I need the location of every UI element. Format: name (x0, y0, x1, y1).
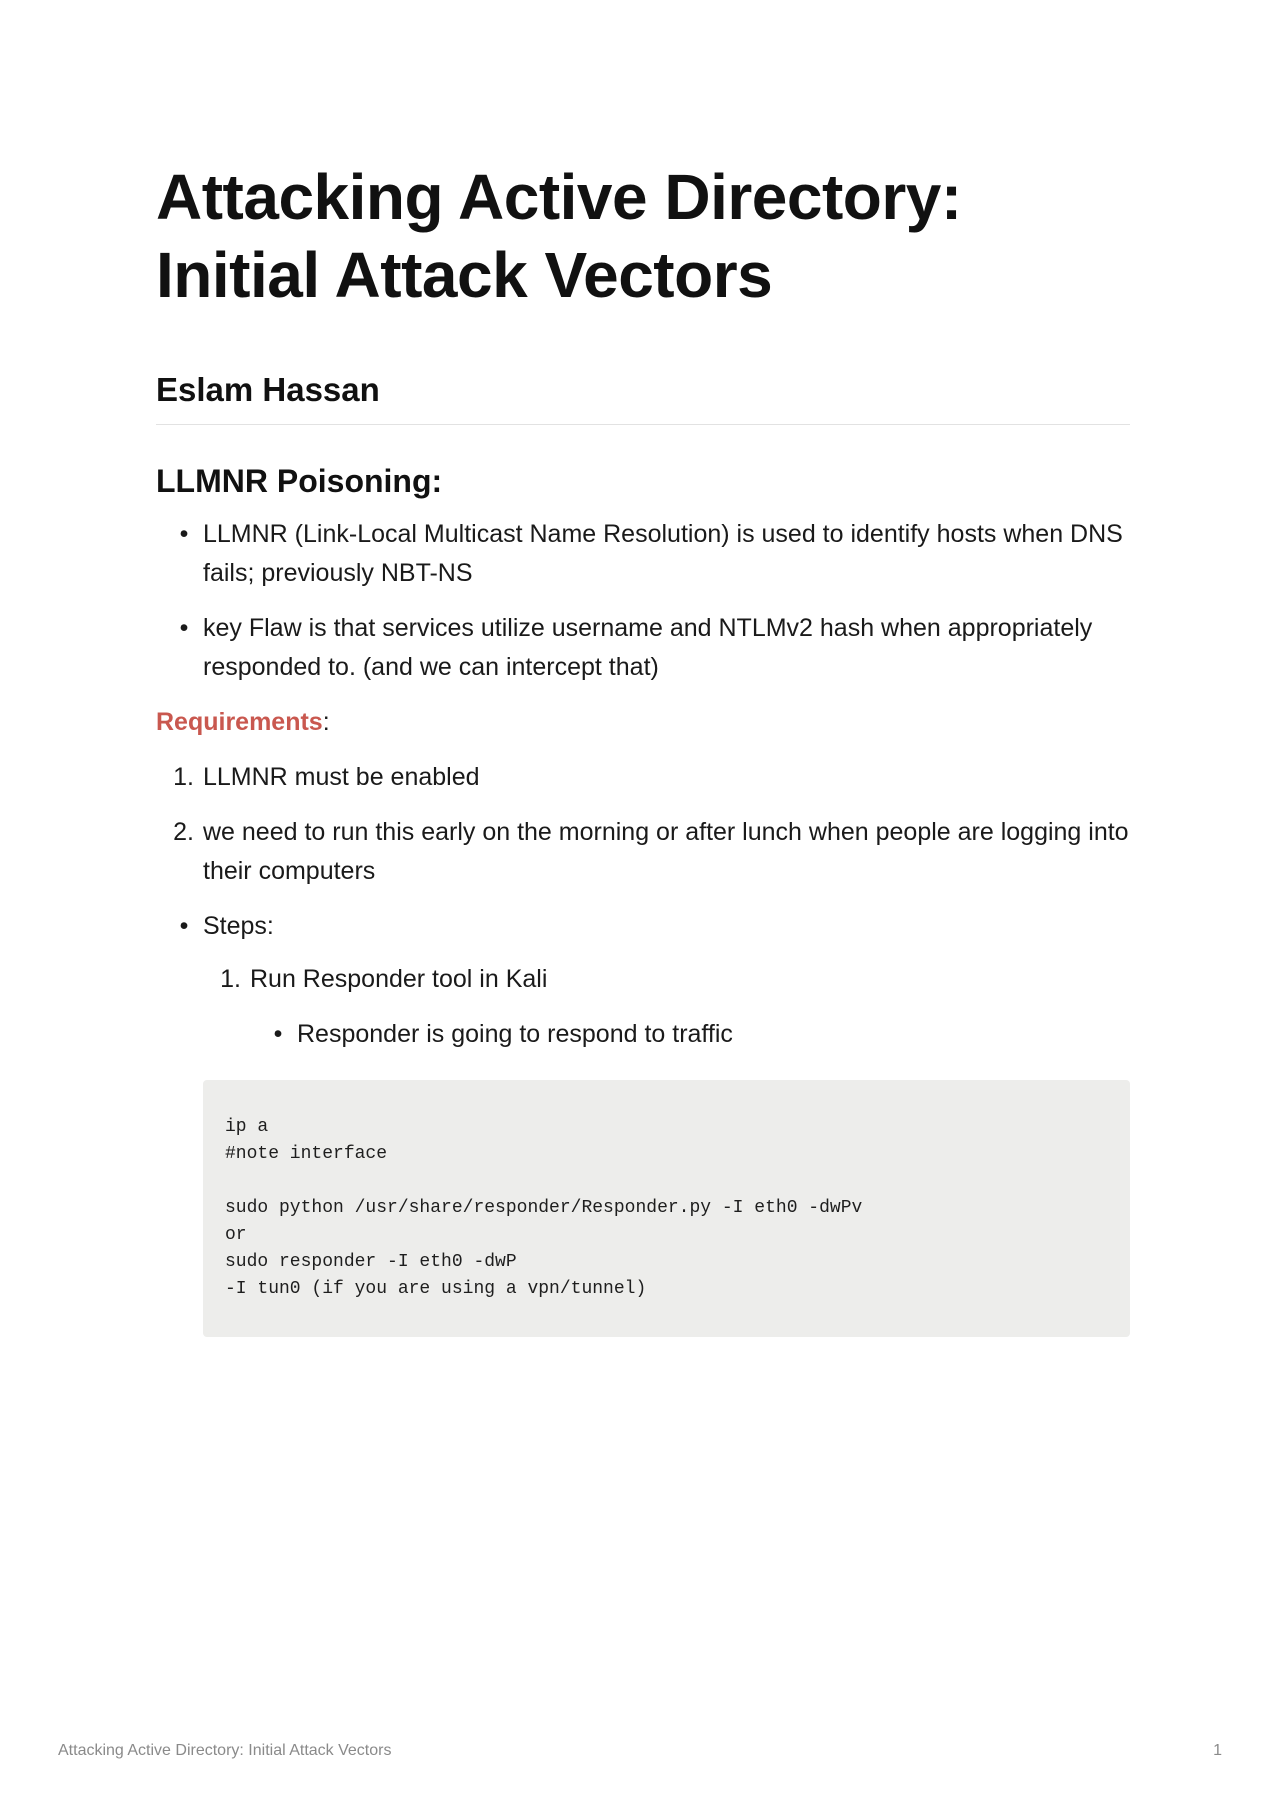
page-number: 1 (1213, 1742, 1222, 1759)
list-item (156, 609, 1130, 687)
step-note-list (203, 1015, 1130, 1054)
bullet-text: key Flaw is that services utilize username and NTLMv2 hash when appropriately responded to. (and we can intercept that) (203, 614, 1093, 681)
list-item (250, 1015, 1130, 1054)
steps-numbered-list (203, 960, 1130, 999)
list-number: 1. (173, 763, 194, 791)
author-name: Eslam Hassan (156, 370, 1130, 425)
requirements-colon: : (322, 708, 330, 736)
title-line-1: Attacking Active Directory: (156, 161, 962, 233)
list-number: 2. (173, 818, 194, 846)
bullet-icon: • (179, 614, 189, 642)
list-item (156, 813, 1130, 891)
bullet-icon: • (273, 1020, 283, 1048)
title-line-2: Initial Attack Vectors (156, 239, 773, 311)
page-content (156, 158, 1130, 1337)
step-note-text: Responder is going to respond to traffic (297, 1020, 733, 1048)
bullet-icon: • (179, 520, 189, 548)
footer-title: Attacking Active Directory: Initial Attack Vectors (58, 1742, 392, 1759)
intro-bullet-list (156, 515, 1130, 687)
bullet-text: LLMNR (Link-Local Multicast Name Resolution) is used to identify hosts when DNS fails; previously NBT-NS (203, 520, 1123, 587)
list-number: 1. (220, 965, 241, 993)
step-text: Run Responder tool in Kali (250, 965, 548, 993)
requirements-label: Requirements (156, 708, 323, 736)
code-block: ip a #note interface sudo python /usr/share/responder/Responder.py -I eth0 -dwPv or sudo responder -I eth0 -dwP -I tun0 (if you are using a vpn/tunnel) (203, 1080, 1130, 1337)
steps-list (156, 907, 1130, 946)
list-item (156, 515, 1130, 593)
list-item (156, 758, 1130, 797)
requirements-list (156, 758, 1130, 891)
document-title (156, 158, 1130, 314)
requirements-heading (156, 703, 1130, 742)
list-item (203, 960, 1130, 999)
requirement-text: LLMNR must be enabled (203, 763, 480, 791)
list-item (156, 907, 1130, 946)
section-heading: LLMNR Poisoning: (156, 463, 443, 499)
bullet-icon: • (179, 912, 189, 940)
requirement-text: we need to run this early on the morning or after lunch when people are logging into their computers (203, 818, 1129, 885)
steps-label: Steps: (203, 912, 274, 940)
